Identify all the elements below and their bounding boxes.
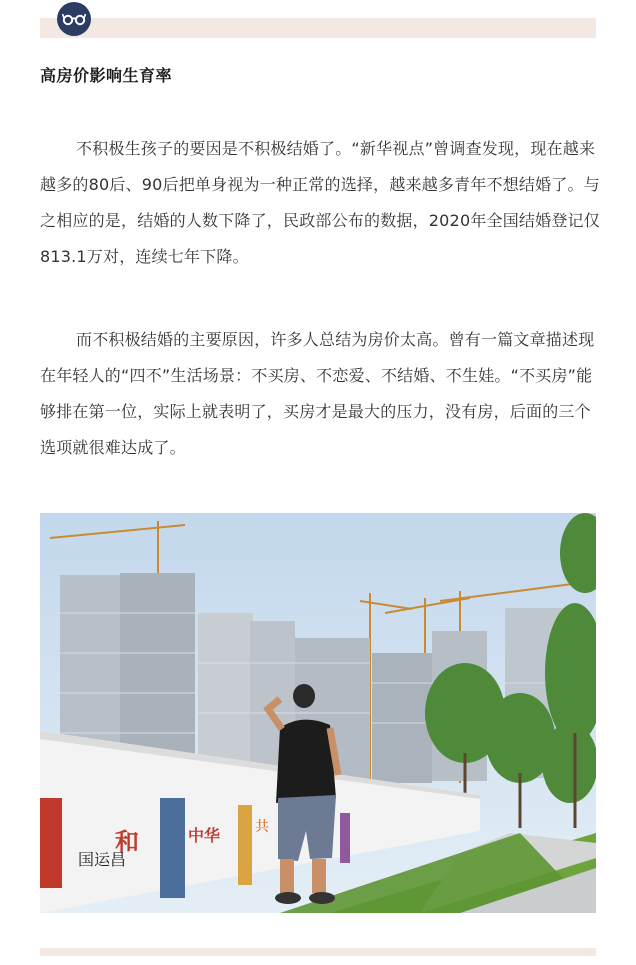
construction-scene-illustration	[40, 513, 596, 913]
paragraph-text: 而不积极结婚的主要原因，许多人总结为房价太高。曾有一篇文章描述现在年轻人的“四不”生活场景：不买房、不恋爱、不结婚、不生娃。“不买房”能够排在第一位，实际上就表明了，买房才是最大的压力，没有房，后面的三个选项就很难达成了。	[40, 330, 595, 457]
hoarding-text: 和	[115, 828, 139, 856]
hoarding-text: 共	[255, 819, 269, 835]
paragraph-text: 不积极生孩子的要因是不积极结婚了。“新华视点”曾调查发现，现在越来越多的80后、90后把单身视为一种正常的选择，越来越多青年不想结婚了。与之相应的是，结婚的人数下降了，民政部公布的数据，2020年全国结婚登记仅813.1万对，连续七年下降。	[40, 139, 600, 266]
article-paragraph	[40, 131, 600, 275]
footer-bar	[40, 948, 596, 956]
hoarding-text: 中华	[188, 826, 221, 845]
glasses-icon	[62, 12, 86, 26]
glasses-badge	[57, 2, 91, 36]
header-bar	[40, 18, 596, 38]
article-headline: 高房价影响生育率	[40, 66, 173, 85]
hoarding-text: 国运昌	[78, 850, 127, 869]
article-paragraph	[40, 322, 600, 466]
article-photo	[40, 513, 596, 913]
